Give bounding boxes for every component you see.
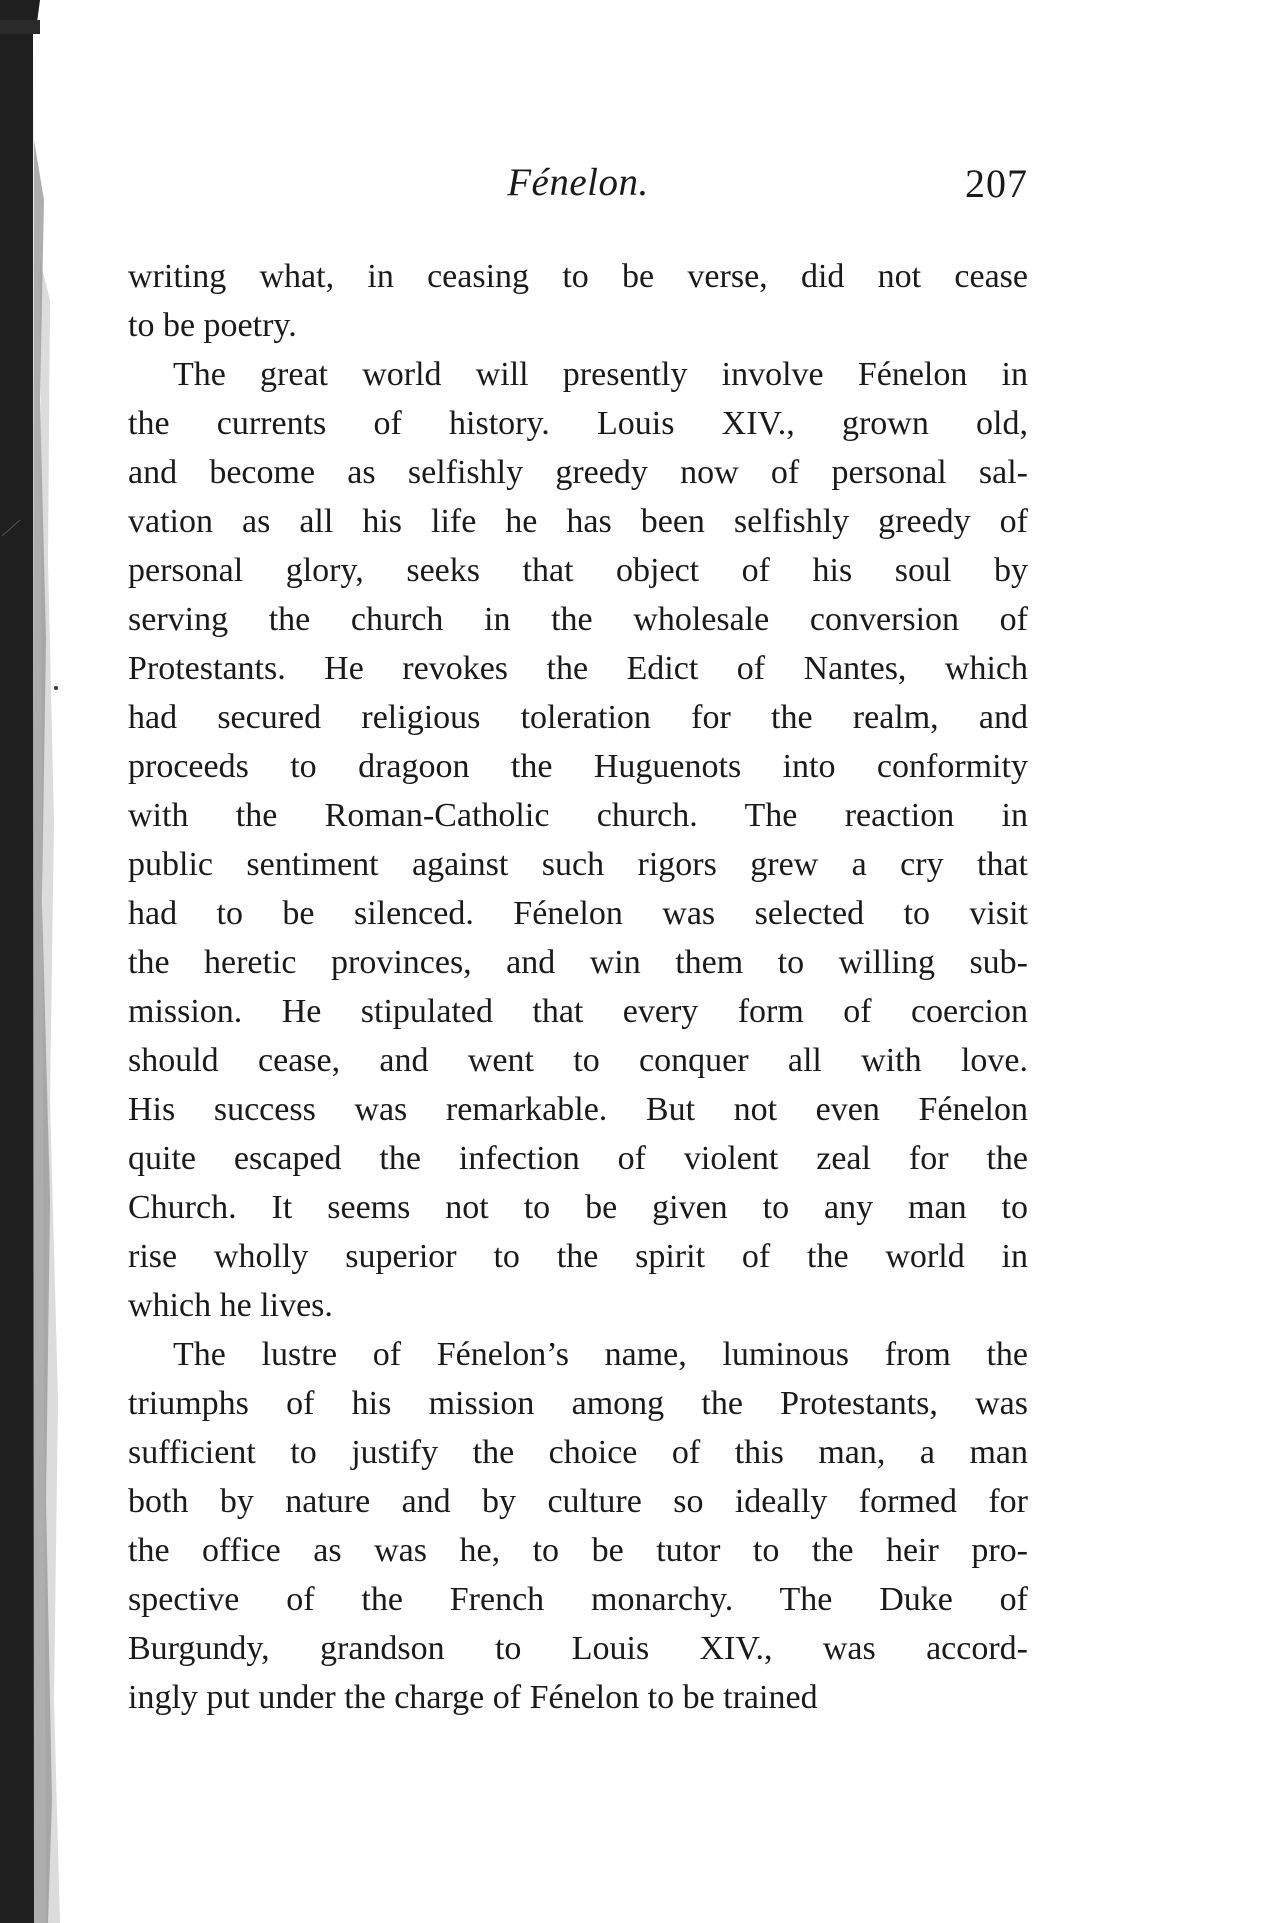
text-line: with the Roman-Catholic church. The reaction in [128,797,1028,834]
text-line: rise wholly superior to the spirit of the world in [128,1238,1028,1275]
text-line: the office as was he, to be tutor to the heir pro- [128,1532,1028,1569]
running-title: Fénelon. [507,161,649,204]
text-line: had to be silenced. Fénelon was selected to visit [128,895,1028,932]
text-line: triumphs of his mission among the Protestants, was [128,1385,1028,1422]
page-number: 207 [965,161,1028,206]
text-line: personal glory, seeks that object of his soul by [128,552,1028,589]
text-line: public sentiment against such rigors grew a cry that [128,846,1028,883]
text-line: The great world will presently involve Fénelon in [173,356,1028,393]
text-line: sufficient to justify the choice of this man, a man [128,1434,1028,1471]
book-binding-edge [0,0,80,1923]
text-line: had secured religious toleration for the realm, and [128,699,1028,736]
text-line: Burgundy, grandson to Louis XIV., was accord- [128,1630,1028,1667]
text-line: should cease, and went to conquer all with love. [128,1042,1028,1079]
running-head [128,160,1028,220]
text-line: vation as all his life he has been selfishly greedy of [128,503,1028,540]
body-text [128,252,1028,1722]
text-line: Church. It seems not to be given to any man to [128,1189,1028,1226]
text-line: quite escaped the infection of violent zeal for the [128,1140,1028,1177]
text-line: mission. He stipulated that every form of coercion [128,993,1028,1030]
text-line: ingly put under the charge of Fénelon to be trained [128,1679,818,1716]
text-line: serving the church in the wholesale conversion of [128,601,1028,638]
text-line: which he lives. [128,1287,333,1324]
text-line: to be poetry. [128,307,297,344]
text-line: and become as selfishly greedy now of personal sal- [128,454,1028,491]
text-line: Protestants. He revokes the Edict of Nantes, which [128,650,1028,687]
text-line: His success was remarkable. But not even Fénelon [128,1091,1028,1128]
text-line: both by nature and by culture so ideally formed for [128,1483,1028,1520]
text-line: the currents of history. Louis XIV., grown old, [128,405,1028,442]
text-line: proceeds to dragoon the Huguenots into conformity [128,748,1028,785]
text-line: spective of the French monarchy. The Duke of [128,1581,1028,1618]
text-line: the heretic provinces, and win them to willing sub- [128,944,1028,981]
text-line: writing what, in ceasing to be verse, did not cease [128,258,1028,295]
text-line: The lustre of Fénelon’s name, luminous from the [173,1336,1028,1373]
